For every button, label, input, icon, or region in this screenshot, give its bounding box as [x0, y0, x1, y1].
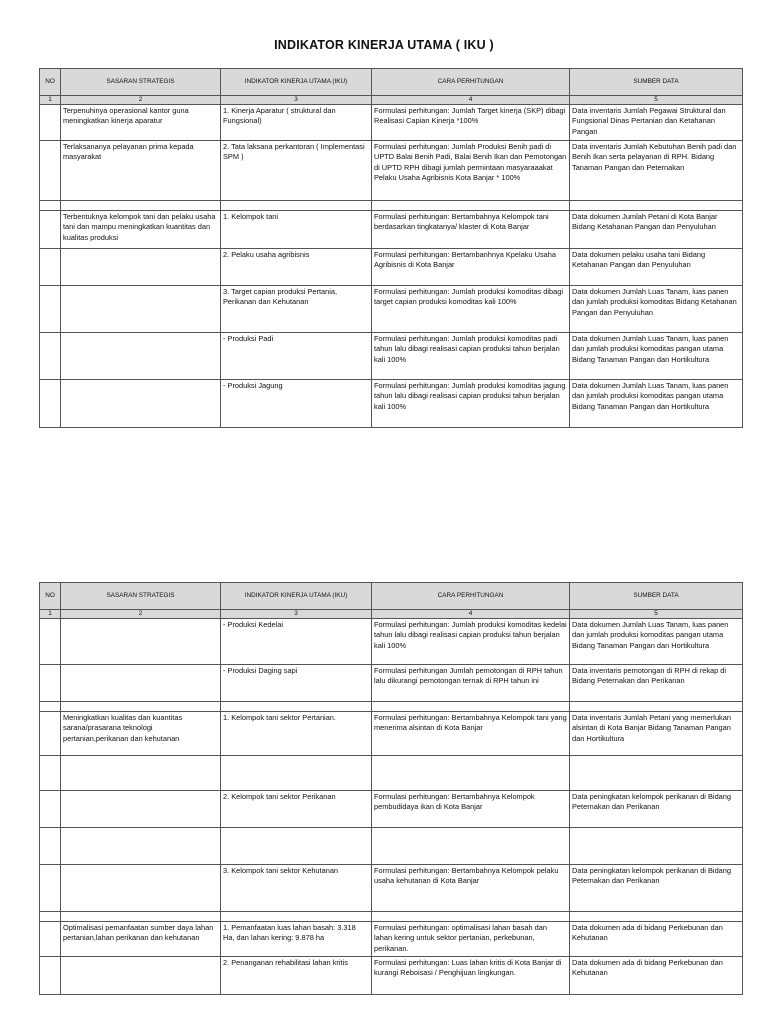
cell-sasaran-strategis	[61, 619, 221, 665]
cell-no	[40, 105, 61, 141]
cell-sasaran-strategis: Meningkatkan kualitas dan kuantitas sarana/prasarana teknologi pertanian,perikanan dan kehutanan	[61, 712, 221, 756]
table-body	[40, 619, 743, 995]
cell-sumber-data: Data inventaris Jumlah Kebutuhan Benih padi dan Benih Ikan serta pelayanan di RPH. Bidang Tanaman Pangan dan Peternakan	[570, 141, 743, 201]
table-row	[40, 712, 743, 756]
cell-sumber-data: Data dokumen Jumlah Petani di Kota Banjar Bidang Ketahanan Pangan dan Penyuluhan	[570, 211, 743, 249]
cell-cara-perhitungan	[372, 756, 570, 791]
header-indikator: INDIKATOR KINERJA UTAMA (IKU)	[221, 69, 372, 96]
table-row	[40, 791, 743, 828]
column-number: 4	[372, 610, 570, 619]
cell-indikator	[221, 756, 372, 791]
table-row	[40, 865, 743, 912]
column-number: 1	[40, 610, 61, 619]
cell-sumber-data	[570, 702, 743, 712]
table-row	[40, 756, 743, 791]
cell-sasaran-strategis	[61, 791, 221, 828]
cell-no	[40, 286, 61, 333]
header-row	[40, 69, 743, 96]
cell-sasaran-strategis	[61, 957, 221, 995]
cell-no	[40, 333, 61, 380]
page-title: INDIKATOR KINERJA UTAMA ( IKU )	[274, 38, 494, 52]
column-number: 1	[40, 96, 61, 105]
cell-cara-perhitungan: Formulasi perhitungan: Bertambahnya Kelompok tani yang menerima alsintan di Kota Banjar	[372, 712, 570, 756]
header-sasaran: SASARAN STRATEGIS	[61, 69, 221, 96]
cell-sasaran-strategis	[61, 380, 221, 428]
column-number: 5	[570, 610, 743, 619]
cell-sumber-data: Data peningkatan kelompok perikanan di Bidang Peternakan dan Perikanan	[570, 865, 743, 912]
cell-no	[40, 957, 61, 995]
cell-cara-perhitungan: Formulasi perhitungan: Bertambahnya Kelompok pembudidaya ikan di Kota Banjar	[372, 791, 570, 828]
header-cara: CARA PERHITUNGAN	[372, 583, 570, 610]
cell-indikator: 1. Kinerja Aparatur ( struktural dan Fungsional)	[221, 105, 372, 141]
cell-no	[40, 141, 61, 201]
cell-sasaran-strategis	[61, 249, 221, 286]
cell-sasaran-strategis	[61, 286, 221, 333]
cell-indikator: - Produksi Padi	[221, 333, 372, 380]
cell-sumber-data: Data peningkatan kelompok perikanan di Bidang Peternakan dan Perikanan	[570, 791, 743, 828]
cell-sumber-data	[570, 756, 743, 791]
cell-sumber-data: Data dokumen Jumlah Luas Tanam, luas panen dan jumlah produksi komoditas pangan utama Bidang Tanaman Pangan dan Hortikultura	[570, 333, 743, 380]
cell-cara-perhitungan: Formulasi perhitungan: Jumlah produksi komoditas dibagi target capian produksi komoditas kali 100%	[372, 286, 570, 333]
cell-indikator: 1. Kelompok tani sektor Pertanian.	[221, 712, 372, 756]
cell-cara-perhitungan	[372, 912, 570, 922]
cell-cara-perhitungan: Formulasi perhitungan: optimalisasi lahan basah dan lahan kering untuk sektor pertanian, perkebunan, perikanan.	[372, 922, 570, 957]
cell-sasaran-strategis	[61, 865, 221, 912]
column-number: 4	[372, 96, 570, 105]
cell-sasaran-strategis: Terlaksananya pelayanan prima kepada masyarakat	[61, 141, 221, 201]
table-row	[40, 665, 743, 702]
table-row	[40, 957, 743, 995]
header-no: NO	[40, 69, 61, 96]
column-number: 2	[61, 96, 221, 105]
cell-no	[40, 922, 61, 957]
cell-sumber-data: Data dokumen Jumlah Luas Tanam, luas panen dan jumlah produksi komoditas pangan utama Bidang Tanaman Pangan dan Hortikultura	[570, 619, 743, 665]
cell-sasaran-strategis	[61, 702, 221, 712]
cell-sumber-data	[570, 912, 743, 922]
cell-no	[40, 756, 61, 791]
cell-sumber-data: Data dokumen pelaku usaha tani Bidang Ketahanan Pangan dan Penyuluhan	[570, 249, 743, 286]
cell-cara-perhitungan	[372, 201, 570, 211]
column-number: 3	[221, 610, 372, 619]
cell-indikator: - Produksi Kedelai	[221, 619, 372, 665]
cell-indikator: 2. Penanganan rehabilitasi lahan kritis	[221, 957, 372, 995]
cell-sasaran-strategis	[61, 665, 221, 702]
cell-cara-perhitungan	[372, 702, 570, 712]
cell-indikator: 2. Tata laksana perkantoran ( Implementasi SPM )	[221, 141, 372, 201]
cell-no	[40, 249, 61, 286]
column-number-row	[40, 610, 743, 619]
cell-cara-perhitungan: Formulasi perhitungan Jumlah pemotongan di RPH tahun lalu dikurangi pemotongan ternak di RPH tahun ini	[372, 665, 570, 702]
cell-indikator: - Produksi Daging sapi	[221, 665, 372, 702]
cell-indikator: 2. Pelaku usaha agribisnis	[221, 249, 372, 286]
column-number: 5	[570, 96, 743, 105]
table-row	[40, 141, 743, 201]
header-sumber: SUMBER DATA	[570, 69, 743, 96]
cell-sumber-data	[570, 201, 743, 211]
table-row	[40, 922, 743, 957]
cell-sasaran-strategis: Terbentuknya kelompok tani dan pelaku usaha tani dan mampu meningkatkan kuantitas dan kualitas produksi	[61, 211, 221, 249]
cell-sumber-data: Data inventaris Jumlah Petani yang memerlukan alsintan di Kota Banjar Bidang Tanaman Pangan dan Hortikultura	[570, 712, 743, 756]
cell-no	[40, 665, 61, 702]
cell-sasaran-strategis	[61, 333, 221, 380]
header-indikator: INDIKATOR KINERJA UTAMA (IKU)	[221, 583, 372, 610]
header-sumber: SUMBER DATA	[570, 583, 743, 610]
cell-cara-perhitungan: Formulasi perhitungan: Luas lahan kritis di Kota Banjar di kurangi Reboisasi / Penghijuan lingkungan.	[372, 957, 570, 995]
cell-indikator	[221, 201, 372, 211]
column-number: 3	[221, 96, 372, 105]
table-row	[40, 105, 743, 141]
column-number-row	[40, 96, 743, 105]
cell-no	[40, 712, 61, 756]
table-row	[40, 380, 743, 428]
table-body	[40, 105, 743, 428]
header-sasaran: SASARAN STRATEGIS	[61, 583, 221, 610]
cell-sasaran-strategis	[61, 756, 221, 791]
cell-indikator	[221, 702, 372, 712]
header-cara: CARA PERHITUNGAN	[372, 69, 570, 96]
cell-sumber-data: Data dokumen Jumlah Luas Tanam, luas panen dan jumlah produksi komoditas pangan utama Bidang Tanaman Pangan dan Hortikultura	[570, 380, 743, 428]
table-row	[40, 828, 743, 865]
cell-no	[40, 619, 61, 665]
cell-indikator: 2. Kelompok tani sektor Perikanan	[221, 791, 372, 828]
table-row	[40, 912, 743, 922]
cell-no	[40, 912, 61, 922]
cell-cara-perhitungan: Formulasi perhitungan: Bertambanhnya Kpelaku Usaha Agribisnis di Kota Banjar	[372, 249, 570, 286]
cell-sasaran-strategis	[61, 912, 221, 922]
cell-cara-perhitungan: Formulasi perhitungan: Jumlah produksi komoditas jagung tahun lalu dibagi realisasi capian produksi tahun berjalan kali 100%	[372, 380, 570, 428]
table-row	[40, 286, 743, 333]
cell-sasaran-strategis	[61, 201, 221, 211]
cell-indikator: 3. Target capian produksi Pertania, Perikanan dan Kehutanan	[221, 286, 372, 333]
header-row	[40, 583, 743, 610]
cell-no	[40, 791, 61, 828]
cell-sumber-data	[570, 828, 743, 865]
cell-sasaran-strategis	[61, 828, 221, 865]
cell-cara-perhitungan: Formulasi perhitungan: Bertambahnya Kelompok tani berdasarkan tingkatanya/ klaster di Kota Banjar	[372, 211, 570, 249]
cell-indikator: - Produksi Jagung	[221, 380, 372, 428]
cell-no	[40, 828, 61, 865]
cell-indikator	[221, 912, 372, 922]
cell-sasaran-strategis: Terpenuhinya operasional kantor guna meningkatkan kinerja aparatur	[61, 105, 221, 141]
cell-sasaran-strategis: Optimalisasi pemanfaatan sumber daya lahan pertanian,lahan perikanan dan kehutanan	[61, 922, 221, 957]
table-row	[40, 619, 743, 665]
header-no: NO	[40, 583, 61, 610]
cell-cara-perhitungan: Formulasi perhitungan: Jumlah Produksi Benih padi di UPTD Balai Benih Padi, Balai Benih Ikan dan Pemotongan di UPTD RPH dibagi jumlah permintaan masyaraaakat Pelaku Usaha Agribisnis Kota Banjar * 100%	[372, 141, 570, 201]
cell-sumber-data: Data inventaris pemotongan di RPH di rekap di Bidang Peternakan dan Perikanan	[570, 665, 743, 702]
cell-sumber-data: Data dokumen ada di bidang Perkebunan dan Kehutanan	[570, 957, 743, 995]
cell-sumber-data: Data dokumen Jumlah Luas Tanam, luas panen dan jumlah produksi komoditas Bidang Ketahanan Pangan dan Penyuluhan	[570, 286, 743, 333]
cell-no	[40, 211, 61, 249]
cell-cara-perhitungan: Formulasi perhitungan: Jumlah Target kinerja (SKP) dibagi Realisasi Capian Kinerja *100%	[372, 105, 570, 141]
cell-indikator	[221, 828, 372, 865]
cell-cara-perhitungan: Formulasi perhitungan: Jumlah produksi komoditas kedelai tahun lalu dibagi realisasi capian produksi tahun berjalan kali 100%	[372, 619, 570, 665]
cell-no	[40, 201, 61, 211]
cell-cara-perhitungan: Formulasi perhitungan: Bertambahnya Kelompok pelaku usaha kehutanan di Kota Banjar	[372, 865, 570, 912]
table-row	[40, 702, 743, 712]
cell-cara-perhitungan	[372, 828, 570, 865]
cell-indikator: 1. Kelompok tani	[221, 211, 372, 249]
iku-table-2	[39, 582, 743, 995]
cell-cara-perhitungan: Formulasi perhitungan: Jumlah produksi komoditas padi tahun lalu dibagi realisasi capian produksi tahun berjalan kali 100%	[372, 333, 570, 380]
cell-no	[40, 702, 61, 712]
iku-table-1	[39, 68, 743, 428]
cell-indikator: 3. Kelompok tani sektor Kehutanan	[221, 865, 372, 912]
column-number: 2	[61, 610, 221, 619]
cell-no	[40, 380, 61, 428]
table-row	[40, 249, 743, 286]
table-row	[40, 211, 743, 249]
cell-sumber-data: Data inventaris Jumlah Pegawai Struktural dan Fungsional Dinas Pertanian dan Ketahanan Pangan	[570, 105, 743, 141]
cell-indikator: 1. Pemanfaatan luas lahan basah: 3.318 Ha, dan lahan kering: 9.878 ha	[221, 922, 372, 957]
cell-no	[40, 865, 61, 912]
cell-sumber-data: Data dokumen ada di bidang Perkebunan dan Kehutanan	[570, 922, 743, 957]
table-row	[40, 333, 743, 380]
table-row	[40, 201, 743, 211]
